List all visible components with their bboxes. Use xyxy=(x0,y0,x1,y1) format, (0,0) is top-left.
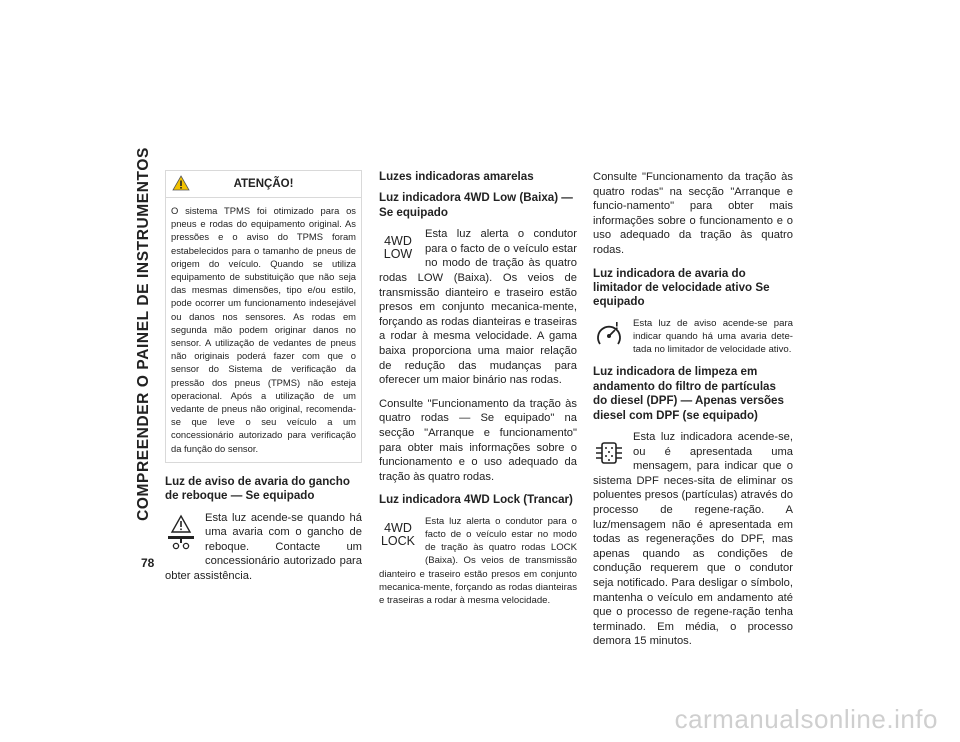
4wd-lock-icon xyxy=(379,518,417,552)
dpf-heading: Luz indicadora de limpeza em andamento do filtro de partículas do diesel (DPF) — Apenas versões diesel com DPF (se equipado) xyxy=(593,365,784,422)
4wd-low-icon-line2: LOW xyxy=(383,247,413,262)
low4wd-section xyxy=(379,227,577,388)
speed-limiter-text: Esta luz de aviso acende-se para indicar quando há uma avaria dete-tada no limitador de velocidade ativo. xyxy=(633,317,793,356)
tow-hook-section xyxy=(165,511,362,584)
speed-limiter-icon xyxy=(593,319,625,351)
4wd-low-icon xyxy=(379,231,417,265)
warning-title: ATENÇÃO! xyxy=(233,178,294,190)
warning-body: O sistema TPMS foi otimizado para os pneus e rodas do equipamento original. As pressões e o aviso do TPMS foram estabelecidos para o tamanho de pneus de origem do veículo. Quando se utiliza equipamento de substituição que não seja das mesmas dimensões, tipo e/ou estilo, pode ocorrer um funcionamento indesejável ou danos nos sensores. As rodas em segunda mão podem originar danos no sensor. A utilização de vedantes de pneus não originais poderá fazer com que o sensor do Sistema de verificação da pressão dos pneus (TPMS) não esteja operacional. Após a utilização de um vedante de pneus não original, recomenda-se que leve o seu veículo a um concessionário autorizado para verificação da função do sensor. xyxy=(171,205,356,454)
low4wd-heading: Luz indicadora 4WD Low (Baixa) — Se equipado xyxy=(379,191,573,219)
low4wd-text: Esta luz alerta o condutor para o facto de o veículo estar no modo de tração às quatro rodas LOW (Baixa). Os veios de transmissão dianteiro e traseiro estão presos em conjunto mecanica-mente, forçando as rodas dianteiras e traseiras a rodar à mesma velocidade. A gama baixa proporciona uma maior relação de redução das mudanças para oferecer um maior binário nas rodas. xyxy=(379,228,577,387)
page-number: 78 xyxy=(141,556,155,570)
speed-limiter-section xyxy=(593,317,793,357)
lock4wd-section xyxy=(379,515,577,607)
amber-heading: Luzes indicadoras amarelas xyxy=(379,170,534,183)
lock4wd-text: Esta luz alerta o condutor para o facto de o veículo estar no modo de tração às quatro rodas LOCK (Baixa). Os veios de transmissão dianteiro e traseiro estão presos em conjunto mecanica-mente, forçando as rodas dianteiras e traseiras a rodar à mesma velocidade. xyxy=(379,515,577,606)
warning-box xyxy=(165,170,362,463)
dpf-section xyxy=(593,430,793,649)
lock4wd-heading: Luz indicadora 4WD Lock (Trancar) xyxy=(379,493,573,507)
4wd-lock-icon-line1: 4WD xyxy=(384,520,412,535)
column-2 xyxy=(379,170,577,616)
low4wd-text2: Consulte "Funcionamento da tração às quatro rodas — Se equipado" na secção "Arranque e funcionamento" para obter mais informações sobre o funcionamento e o uso adequado da tração às quatro rodas. xyxy=(379,397,577,483)
warning-header xyxy=(166,171,361,198)
tow-hook-text: Esta luz acende-se quando há uma avaria com o gancho de reboque. Contacte um concessionário autorizado para obter assistência. xyxy=(165,511,362,583)
section-title xyxy=(134,146,154,521)
tow-hook-icon xyxy=(165,512,197,552)
4wd-low-icon-line1: 4WD xyxy=(384,234,412,249)
speed-limiter-heading: Luz indicadora de avaria do limitador de velocidade ativo Se equipado xyxy=(593,266,770,309)
col3-intro: Consulte "Funcionamento da tração às quatro rodas" na secção "Arranque e funcio-namento" para obter mais informações sobre o funcionamento e o uso adequado da tração às quatro rodas. xyxy=(593,171,793,256)
dpf-icon xyxy=(593,436,625,470)
column-1 xyxy=(165,170,362,593)
4wd-lock-icon-line2: LOCK xyxy=(380,533,416,548)
tow-hook-heading: Luz de aviso de avaria do gancho de reboque — Se equipado xyxy=(165,474,350,503)
column-3 xyxy=(593,170,793,658)
section-title-text: COMPREENDER O PAINEL DE INSTRUMENTOS xyxy=(135,146,152,521)
dpf-text: Esta luz indicadora acende-se, ou é apresentada uma mensagem, para indicar que o sistema DPF neces-sita de eliminar os poluentes presos (partículas) através do processo de regene-ração. A luz/mensagem não é apresentada em todas as regenerações do DPF, mas apenas quando as condições de condução requerem que o condutor seja notificado. Para desligar o símbolo, mantenha o veículo em andamento até que o processo de regene-ração tenha terminado. Em média, o processo demora 15 minutos. xyxy=(593,431,793,648)
watermark: carmanualsonline.info xyxy=(674,704,938,734)
